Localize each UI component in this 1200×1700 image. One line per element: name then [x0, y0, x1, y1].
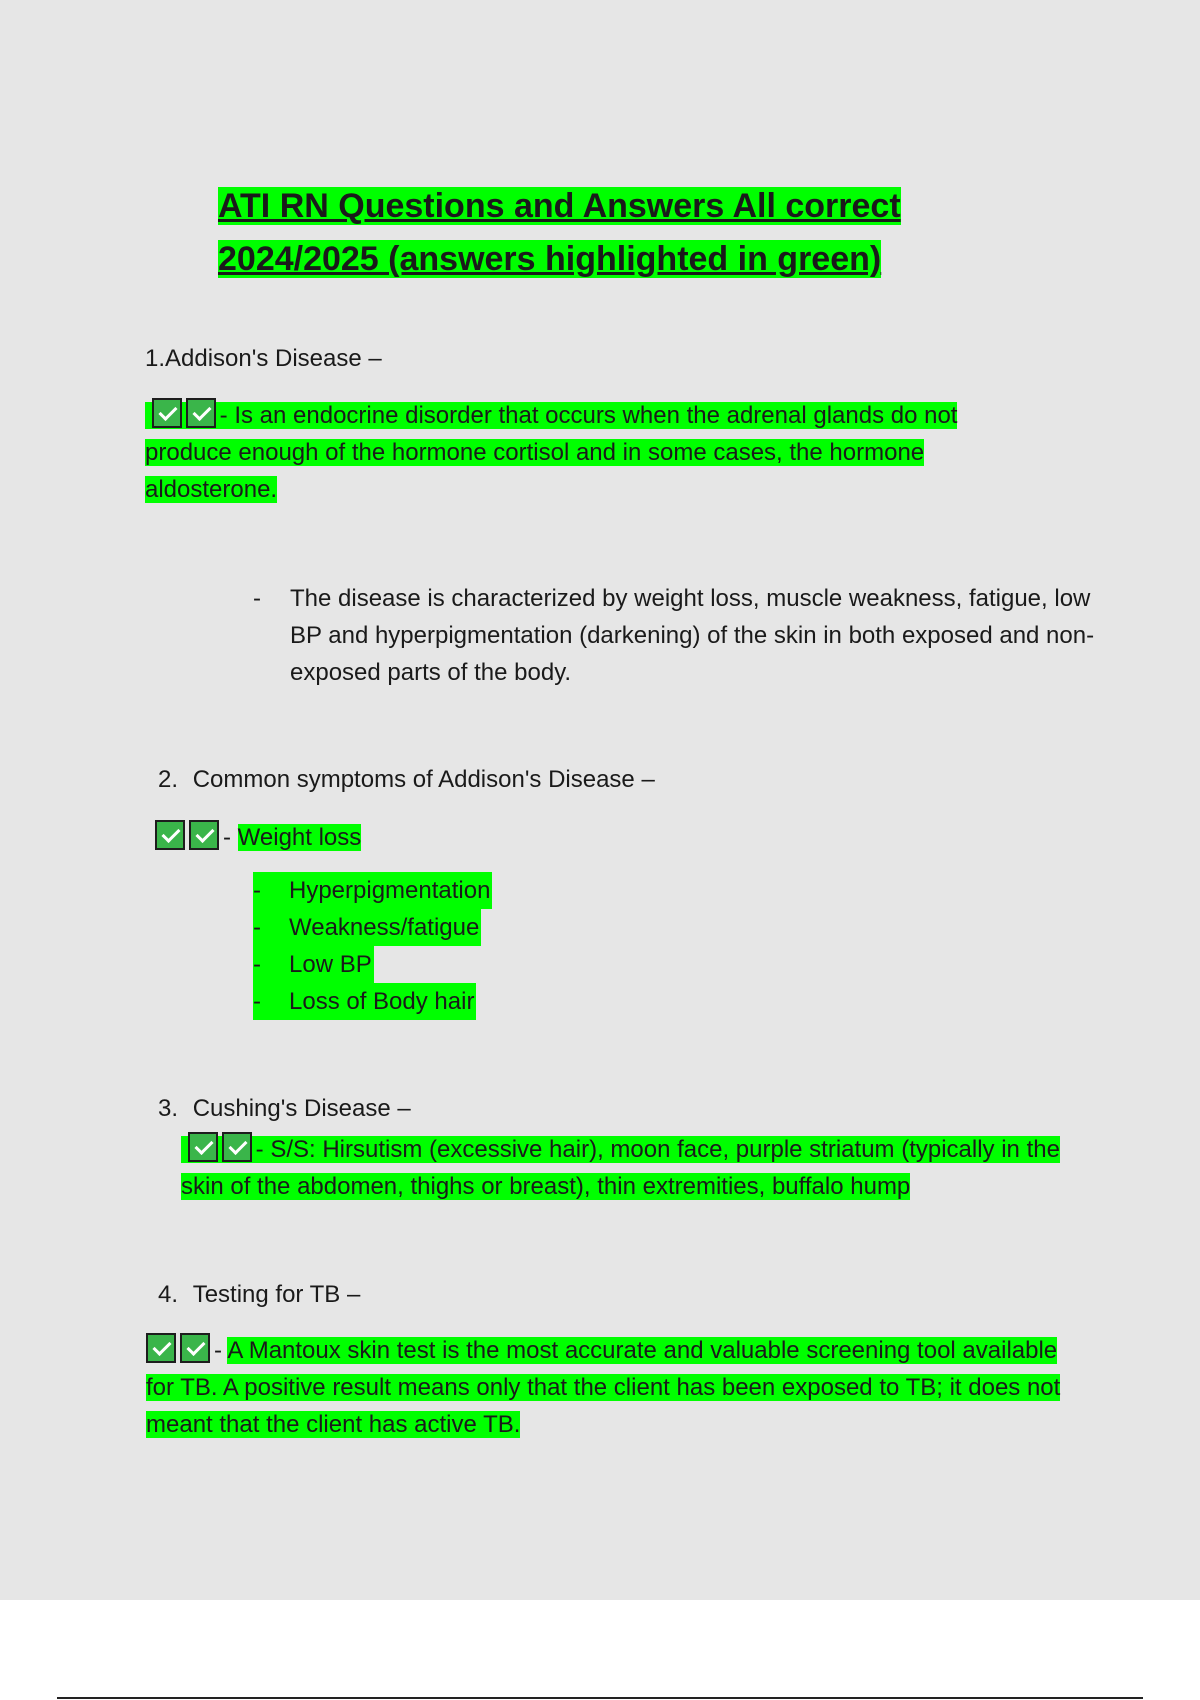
- question-4-answer-text: A Mantoux skin test is the most accurate and valuable screening tool available for TB. A positive result means only that the client has been exposed to TB; it does not meant that the client has active TB.: [146, 1337, 1061, 1438]
- question-1-note-text: The disease is characterized by weight loss, muscle weakness, fatigue, low BP and hyperpigmentation (darkening) of the skin in both exposed and non-exposed parts of the body.: [290, 585, 1095, 686]
- list-item-text: Hyperpigmentation: [289, 877, 491, 904]
- question-3-answer-text: - S/S: Hirsutism (excessive hair), moon face, purple striatum (typically in the skin of the abdomen, thighs or breast), thin extremities, buffalo hump: [181, 1136, 1060, 1200]
- list-item: [253, 909, 492, 946]
- check-mark-icon: [222, 1132, 252, 1162]
- list-item-text: Weakness/fatigue: [289, 914, 480, 941]
- check-mark-icon: [188, 1132, 218, 1162]
- question-2-answer-text: Weight loss: [237, 824, 362, 851]
- question-4-number: 4.: [158, 1281, 179, 1308]
- answer-dash: -: [214, 1337, 222, 1364]
- title-line-2: 2024/2025 (answers highlighted in green): [218, 240, 882, 278]
- list-item-text: Low BP: [289, 951, 372, 978]
- question-1-answer: [145, 397, 1040, 508]
- list-item: [253, 872, 492, 909]
- question-2-heading: [158, 761, 655, 798]
- question-2-text: Common symptoms of Addison's Disease –: [192, 766, 655, 793]
- document-title: [218, 180, 978, 286]
- check-mark-icon: [186, 398, 216, 428]
- check-mark-icon: [180, 1333, 210, 1363]
- question-3-text: Cushing's Disease –: [192, 1095, 411, 1122]
- question-1-heading: [145, 340, 382, 377]
- list-item: [253, 946, 492, 983]
- bullet-dash: -: [253, 951, 261, 978]
- bullet-dash: -: [253, 988, 261, 1015]
- bullet-dash: -: [253, 585, 261, 612]
- question-4-answer: [146, 1332, 1081, 1443]
- question-3-number: 3.: [158, 1095, 179, 1122]
- question-4-heading: [158, 1276, 360, 1313]
- check-mark-icon: [155, 820, 185, 850]
- bullet-dash: -: [253, 877, 261, 904]
- footer-divider: [57, 1697, 1143, 1699]
- question-2-bullet-list: [253, 872, 492, 1020]
- question-1-note: [253, 580, 1103, 691]
- question-2-answer: [155, 819, 361, 856]
- question-3-answer: [181, 1131, 1086, 1205]
- title-line-1: ATI RN Questions and Answers All correct: [218, 187, 901, 225]
- check-mark-icon: [189, 820, 219, 850]
- question-4-text: Testing for TB –: [192, 1281, 361, 1308]
- question-3-heading: [158, 1090, 411, 1127]
- list-item-text: Loss of Body hair: [289, 988, 475, 1015]
- question-2-number: 2.: [158, 766, 179, 793]
- bullet-dash: -: [253, 914, 261, 941]
- question-1-text: 1.Addison's Disease –: [145, 345, 382, 372]
- answer-dash: -: [223, 824, 231, 851]
- check-mark-icon: [146, 1333, 176, 1363]
- check-mark-icon: [152, 398, 182, 428]
- list-item: [253, 983, 492, 1020]
- question-1-answer-text: - Is an endocrine disorder that occurs when the adrenal glands do not produce enough of the hormone cortisol and in some cases, the hormone aldosterone.: [145, 402, 958, 503]
